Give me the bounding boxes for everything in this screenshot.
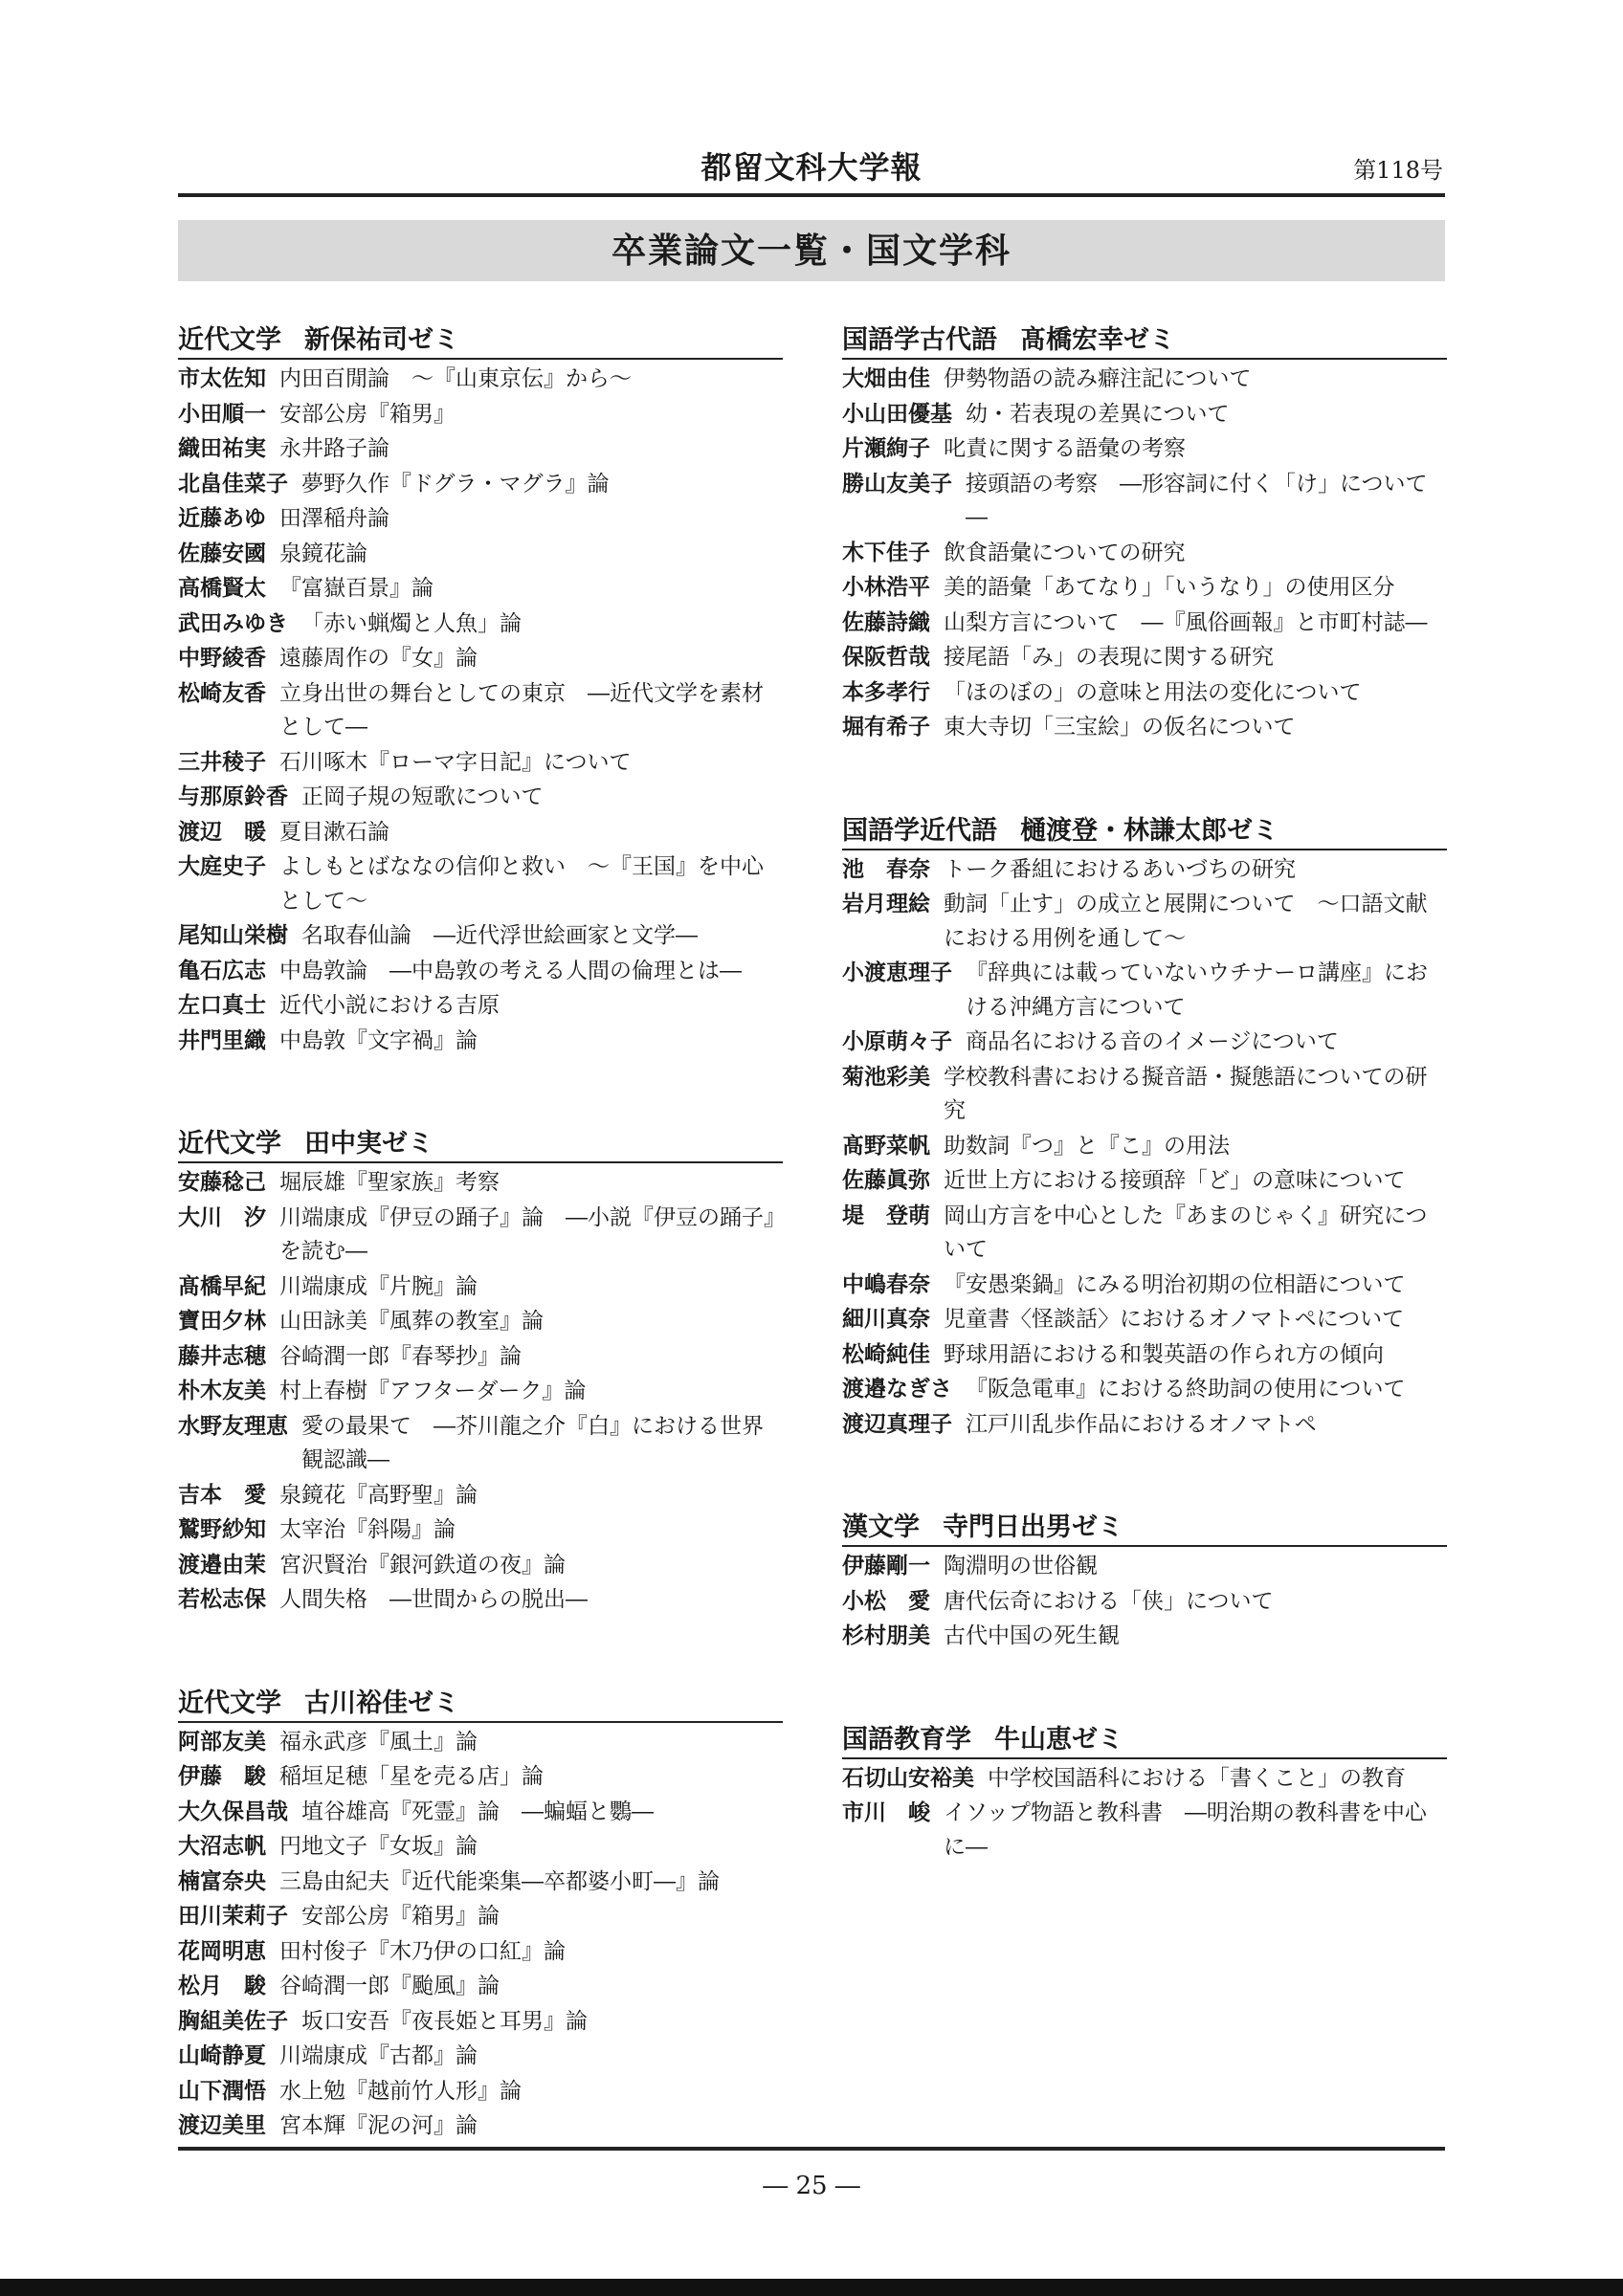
page-header (178, 144, 1445, 195)
thesis-entry (178, 1582, 783, 1618)
student-name: 左口真士 (178, 992, 266, 1018)
thesis-title: 『辞典には載っていないウチナーロ講座』における沖縄方言について (966, 960, 1428, 1020)
student-name: 小林浩平 (842, 574, 930, 600)
thesis-title: 幼・若表現の差異について (966, 401, 1230, 427)
thesis-title: 『阪急電車』における終助詞の使用について (966, 1377, 1406, 1402)
section-heading (842, 1511, 1447, 1547)
thesis-entry (842, 1060, 1447, 1129)
thesis-entry (178, 431, 783, 467)
thesis-entry (842, 536, 1447, 571)
thesis-title: 『富嶽百景』論 (279, 576, 434, 601)
student-name: 水野友理恵 (178, 1412, 288, 1439)
thesis-entry (842, 606, 1447, 641)
section-heading (178, 323, 783, 360)
thesis-title: 永井路子論 (279, 436, 389, 461)
thesis-entry (178, 1269, 783, 1305)
seminar-section (842, 1511, 1447, 1654)
thesis-entry (178, 1795, 783, 1830)
section-field: 近代文学 (178, 1129, 281, 1159)
section-seminar: 寺門日出男ゼミ (943, 1512, 1123, 1542)
seminar-section (178, 1687, 783, 2144)
seminar-section (178, 323, 783, 1058)
thesis-entry (178, 815, 783, 850)
student-name: 松崎純佳 (842, 1340, 930, 1367)
thesis-entry (178, 2004, 783, 2040)
thesis-title: 石川啄木『ローマ字日記』について (279, 749, 632, 775)
thesis-title: 内田百閒論 ～『山東京伝』から～ (279, 366, 632, 391)
student-name: 井門里織 (178, 1027, 266, 1053)
thesis-title: 安部公房『箱男』 (279, 401, 456, 427)
thesis-title: 宮本輝『泥の河』論 (279, 2113, 478, 2138)
section-seminar: 牛山恵ゼミ (994, 1724, 1123, 1755)
section-seminar: 古川裕佳ゼミ (304, 1688, 459, 1718)
thesis-entry (178, 2039, 783, 2074)
student-name: 髙橋早紀 (178, 1272, 266, 1299)
student-name: 松崎友香 (178, 679, 266, 706)
page-title: 卒業論文一覧・国文学科 (178, 220, 1445, 281)
student-name: 岩月理絵 (842, 891, 930, 916)
seminar-section (178, 1127, 783, 1618)
student-name: 保阪哲哉 (842, 644, 930, 670)
thesis-entry (178, 1304, 783, 1339)
thesis-title: 堀辰雄『聖家族』考察 (279, 1170, 500, 1195)
thesis-entry (842, 675, 1447, 711)
thesis-title: 遠藤周作の『女』論 (279, 646, 478, 671)
student-name: 細川真奈 (842, 1306, 930, 1332)
thesis-entry (178, 2108, 783, 2144)
section-field: 国語教育学 (842, 1724, 971, 1755)
student-name: 大川 汐 (178, 1203, 266, 1230)
thesis-entry (842, 852, 1447, 888)
thesis-entry (842, 1584, 1447, 1620)
thesis-title: 近世上方における接頭辞「ど」の意味について (944, 1168, 1406, 1193)
thesis-title: 福永武彦『風土』論 (279, 1729, 478, 1755)
thesis-entry (842, 1025, 1447, 1060)
thesis-entry (842, 1407, 1447, 1443)
thesis-entry (178, 537, 783, 572)
section-field: 国語学古代語 (842, 325, 997, 355)
thesis-title: 中島敦論 ―中島敦の考える人間の倫理とは― (279, 958, 742, 983)
student-name: 佐藤詩織 (842, 608, 930, 635)
student-name: 本多孝行 (842, 678, 930, 705)
student-name: 小渡恵理子 (842, 960, 952, 985)
student-name: 与那原鈴香 (178, 784, 288, 809)
student-name: 松月 駿 (178, 1973, 266, 1998)
thesis-title: 愛の最果て ―芥川龍之介『白』における世界観認識― (301, 1413, 764, 1472)
thesis-entry (178, 362, 783, 397)
thesis-title: 名取春仙論 ―近代浮世絵画家と文学― (301, 923, 698, 948)
student-name: 伊藤剛一 (842, 1553, 930, 1578)
student-name: 大沼志帆 (178, 1833, 266, 1859)
student-name: 藤井志穂 (178, 1342, 266, 1369)
section-heading (178, 1687, 783, 1723)
student-name: 木下佳子 (842, 539, 930, 565)
student-name: 渡邉由茉 (178, 1551, 266, 1578)
student-name: 市太佐知 (178, 365, 266, 391)
thesis-entry (842, 1372, 1447, 1407)
thesis-entry (842, 1302, 1447, 1337)
student-name: 中嶋春奈 (842, 1270, 930, 1297)
thesis-title: 『安愚楽鍋』にみる明治初期の位相語について (944, 1271, 1406, 1297)
section-heading (842, 814, 1447, 850)
thesis-entry (178, 1512, 783, 1548)
thesis-entry (178, 501, 783, 537)
student-name: 渡辺美里 (178, 2112, 266, 2138)
thesis-entry (178, 918, 783, 954)
student-name: 菊池彩美 (842, 1063, 930, 1090)
thesis-title: 夢野久作『ドグラ・マグラ』論 (301, 471, 610, 497)
thesis-title: 人間失格 ―世間からの脱出― (279, 1587, 588, 1612)
thesis-entry (178, 1339, 783, 1375)
thesis-entry (178, 780, 783, 815)
thesis-title: 唐代伝奇における「侠」について (944, 1588, 1274, 1614)
right-column (842, 323, 1447, 1933)
section-seminar: 新保祐司ゼミ (304, 325, 459, 355)
student-name: 勝山友美子 (842, 470, 952, 497)
footer-rule (178, 2147, 1445, 2151)
thesis-title: 江戸川乱歩作品におけるオノマトペ (966, 1411, 1317, 1437)
thesis-title: 三島由紀夫『近代能楽集―卒都婆小町―』論 (279, 1868, 720, 1894)
student-name: 大畑由佳 (842, 365, 930, 391)
thesis-title: 商品名における音のイメージについて (966, 1029, 1339, 1054)
thesis-title: 「ほのぼの」の意味と用法の変化について (944, 679, 1362, 705)
thesis-entry (842, 1268, 1447, 1303)
thesis-entry (842, 1549, 1447, 1584)
thesis-title: 稲垣足穂「星を売る店」論 (279, 1764, 544, 1789)
section-field: 近代文学 (178, 325, 281, 355)
thesis-entry (178, 397, 783, 432)
thesis-title: 伊勢物語の読み癖注記について (944, 366, 1252, 391)
thesis-entry (178, 1899, 783, 1934)
thesis-entry (178, 641, 783, 676)
student-name: 織田祐実 (178, 435, 266, 461)
student-name: 寶田夕林 (178, 1308, 266, 1334)
student-name: 大庭史子 (178, 853, 266, 879)
student-name: 高橋賢太 (178, 575, 266, 601)
thesis-title: 近代小説における吉原 (279, 993, 500, 1018)
student-name: 若松志保 (178, 1586, 266, 1612)
thesis-entry (178, 1024, 783, 1059)
thesis-title: 児童書〈怪談話〉におけるオノマトペについて (944, 1307, 1405, 1332)
left-column (178, 323, 783, 2213)
thesis-entry (842, 397, 1447, 432)
seminar-section (842, 323, 1447, 745)
student-name: 杉村朋美 (842, 1623, 930, 1648)
thesis-entry (842, 1761, 1447, 1797)
thesis-title: 泉鏡花『高野聖』論 (279, 1482, 478, 1508)
student-name: 小原萌々子 (842, 1028, 952, 1054)
section-seminar: 樋渡登・林謙太郎ゼミ (1020, 815, 1278, 846)
thesis-title: 太宰治『斜陽』論 (279, 1517, 456, 1542)
thesis-title: 円地文子『女坂』論 (279, 1834, 478, 1859)
student-name: 武田みゆき (178, 609, 288, 636)
student-name: 小松 愛 (842, 1587, 930, 1614)
thesis-title: 村上春樹『アフターダーク』論 (279, 1379, 587, 1403)
thesis-entry (178, 1759, 783, 1795)
thesis-title: 立身出世の舞台としての東京 ―近代文学を素材として― (279, 680, 764, 740)
thesis-title: 東大寺切「三宝絵」の仮名について (944, 715, 1296, 740)
thesis-entry (842, 1796, 1447, 1865)
header-rule (178, 193, 1445, 197)
thesis-title: イソップ物語と教科書 ―明治期の教科書を中心に― (944, 1800, 1427, 1860)
thesis-title: 坂口安吾『夜長姫と耳男』論 (301, 2008, 588, 2034)
thesis-entry (842, 1129, 1447, 1164)
student-name: 石切山安裕美 (842, 1764, 974, 1791)
student-name: 北畠佳菜子 (178, 470, 288, 497)
page-number: ― 25 ― (763, 2172, 860, 2200)
student-name: 池 春奈 (842, 855, 930, 882)
thesis-title: 接頭語の考察 ―形容詞に付く「け」について― (966, 471, 1428, 530)
thesis-entry (842, 956, 1447, 1025)
thesis-entry (178, 1548, 783, 1583)
thesis-title: 山田詠美『風葬の教室』論 (279, 1309, 544, 1334)
student-name: 阿部友美 (178, 1728, 266, 1755)
thesis-title: よしもとばななの信仰と救い ～『王国』を中心として～ (279, 854, 764, 914)
thesis-entry (842, 431, 1447, 467)
thesis-title: 田村俊子『木乃伊の口紅』論 (279, 1938, 566, 1964)
student-name: 小田順一 (178, 400, 266, 427)
student-name: 吉本 愛 (178, 1481, 266, 1508)
section-seminar: 田中実ゼミ (304, 1129, 434, 1159)
thesis-entry (178, 1374, 783, 1409)
thesis-entry (178, 571, 783, 607)
thesis-title: 学校教科書における擬音語・擬態語についての研究 (944, 1064, 1428, 1123)
thesis-entry (178, 1934, 783, 1970)
thesis-title: 川端康成『古都』論 (279, 2043, 478, 2068)
student-name: 片瀬絢子 (842, 435, 930, 461)
student-name: 近藤あゆ (178, 505, 266, 531)
student-name: 鷲野紗知 (178, 1516, 266, 1542)
section-field: 近代文学 (178, 1688, 281, 1718)
section-field: 漢文学 (842, 1512, 920, 1542)
section-heading (178, 1127, 783, 1163)
thesis-title: 助数詞『つ』と『こ』の用法 (944, 1133, 1230, 1159)
thesis-entry (178, 954, 783, 989)
thesis-entry (842, 1337, 1447, 1373)
student-name: 山崎静夏 (178, 2042, 266, 2068)
thesis-entry (178, 988, 783, 1024)
student-name: 楠富奈央 (178, 1867, 266, 1894)
student-name: 伊藤 駿 (178, 1763, 266, 1789)
section-heading (842, 1723, 1447, 1759)
thesis-entry (178, 467, 783, 502)
thesis-title: 「赤い蝋燭と人魚」論 (301, 610, 522, 636)
thesis-title: 叱責に関する語彙の考察 (944, 436, 1186, 461)
thesis-entry (178, 850, 783, 918)
thesis-title: 野球用語における和製英語の作られ方の傾向 (944, 1341, 1384, 1367)
student-name: 中野綾香 (178, 645, 266, 671)
student-name: 三井稜子 (178, 748, 266, 775)
thesis-entry (178, 1829, 783, 1865)
student-name: 小山田優基 (842, 400, 952, 427)
thesis-entry (178, 1165, 783, 1201)
thesis-entry (178, 607, 783, 642)
student-name: 花岡明恵 (178, 1937, 266, 1964)
thesis-title: 接尾語「み」の表現に関する研究 (944, 645, 1274, 670)
thesis-entry (178, 1865, 783, 1900)
thesis-title: 川端康成『片腕』論 (279, 1273, 478, 1299)
thesis-title: 山梨方言について ―『風俗画報』と市町村誌― (944, 609, 1428, 635)
issue-number: 第118号 (1353, 157, 1443, 184)
thesis-entry (178, 676, 783, 745)
thesis-title: 谷崎潤一郎『春琴抄』論 (279, 1343, 522, 1369)
seminar-section (842, 1723, 1447, 1866)
section-heading (842, 323, 1447, 360)
student-name: 堀有希子 (842, 714, 930, 740)
student-name: 市川 峻 (842, 1799, 930, 1825)
section-field: 国語学近代語 (842, 815, 997, 846)
thesis-title: 陶淵明の世俗観 (944, 1554, 1098, 1578)
thesis-title: 夏目漱石論 (279, 819, 389, 845)
student-name: 胸組美佐子 (178, 2007, 288, 2034)
thesis-entry (842, 1163, 1447, 1199)
student-name: 大久保昌哉 (178, 1798, 288, 1824)
student-name: 渡邉なぎさ (842, 1376, 952, 1402)
thesis-title: 中学校国語科における「書くこと」の教育 (988, 1765, 1406, 1791)
thesis-title: 水上勉『越前竹人形』論 (279, 2078, 522, 2104)
thesis-entry (178, 1409, 783, 1478)
thesis-title: 美的語彙「あてなり」「いうなり」の使用区分 (944, 575, 1395, 600)
student-name: 渡辺真理子 (842, 1410, 952, 1437)
thesis-title: 谷崎潤一郎『颱風』論 (279, 1974, 500, 1998)
thesis-entry (842, 640, 1447, 675)
student-name: 朴木友美 (178, 1378, 266, 1403)
thesis-entry (178, 1969, 783, 2004)
thesis-entry (178, 745, 783, 781)
student-name: 佐藤安國 (178, 540, 266, 566)
student-name: 亀石広志 (178, 957, 266, 983)
thesis-title: 正岡子規の短歌について (301, 784, 544, 809)
thesis-entry (842, 887, 1447, 956)
seminar-section (842, 814, 1447, 1443)
scan-bottom-edge (0, 2279, 1623, 2296)
student-name: 山下潤悟 (178, 2077, 266, 2104)
student-name: 安藤稔己 (178, 1169, 266, 1195)
student-name: 田川茉莉子 (178, 1903, 288, 1929)
thesis-title: 安部公房『箱男』論 (301, 1904, 500, 1929)
thesis-entry (842, 362, 1447, 397)
student-name: 尾知山栄樹 (178, 922, 288, 948)
thesis-title: 宮沢賢治『銀河鉄道の夜』論 (279, 1552, 566, 1578)
thesis-title: 埴谷雄高『死霊』論 ―蝙蝠と鸚― (301, 1799, 654, 1824)
thesis-entry (178, 1478, 783, 1513)
thesis-title: 泉鏡花論 (279, 541, 367, 566)
section-seminar: 髙橋宏幸ゼミ (1020, 325, 1175, 355)
thesis-entry (842, 570, 1447, 606)
student-name: 髙野菜帆 (842, 1132, 930, 1159)
journal-title: 都留文科大学報 (700, 149, 923, 186)
thesis-title: 飲食語彙についての研究 (944, 540, 1186, 565)
thesis-title: トーク番組におけるあいづちの研究 (944, 856, 1296, 882)
thesis-title: 川端康成『伊豆の踊子』論 ―小説『伊豆の踊子』を読む― (279, 1204, 775, 1264)
thesis-entry (178, 2074, 783, 2109)
thesis-title: 動詞「止す」の成立と展開について ～口語文献における用例を通して～ (944, 892, 1428, 951)
thesis-title: 古代中国の死生観 (944, 1623, 1120, 1648)
thesis-entry (842, 467, 1447, 536)
student-name: 堤 登萌 (842, 1202, 930, 1228)
thesis-entry (178, 1725, 783, 1760)
student-name: 渡辺 暖 (178, 818, 266, 845)
thesis-title: 田澤稲舟論 (279, 506, 389, 531)
thesis-title: 中島敦『文字禍』論 (279, 1027, 478, 1053)
thesis-entry (178, 1201, 783, 1269)
student-name: 佐藤眞弥 (842, 1167, 930, 1193)
thesis-entry (842, 1619, 1447, 1654)
thesis-entry (842, 710, 1447, 745)
thesis-entry (842, 1199, 1447, 1268)
thesis-title: 岡山方言を中心とした『あまのじゃく』研究について (944, 1203, 1428, 1262)
